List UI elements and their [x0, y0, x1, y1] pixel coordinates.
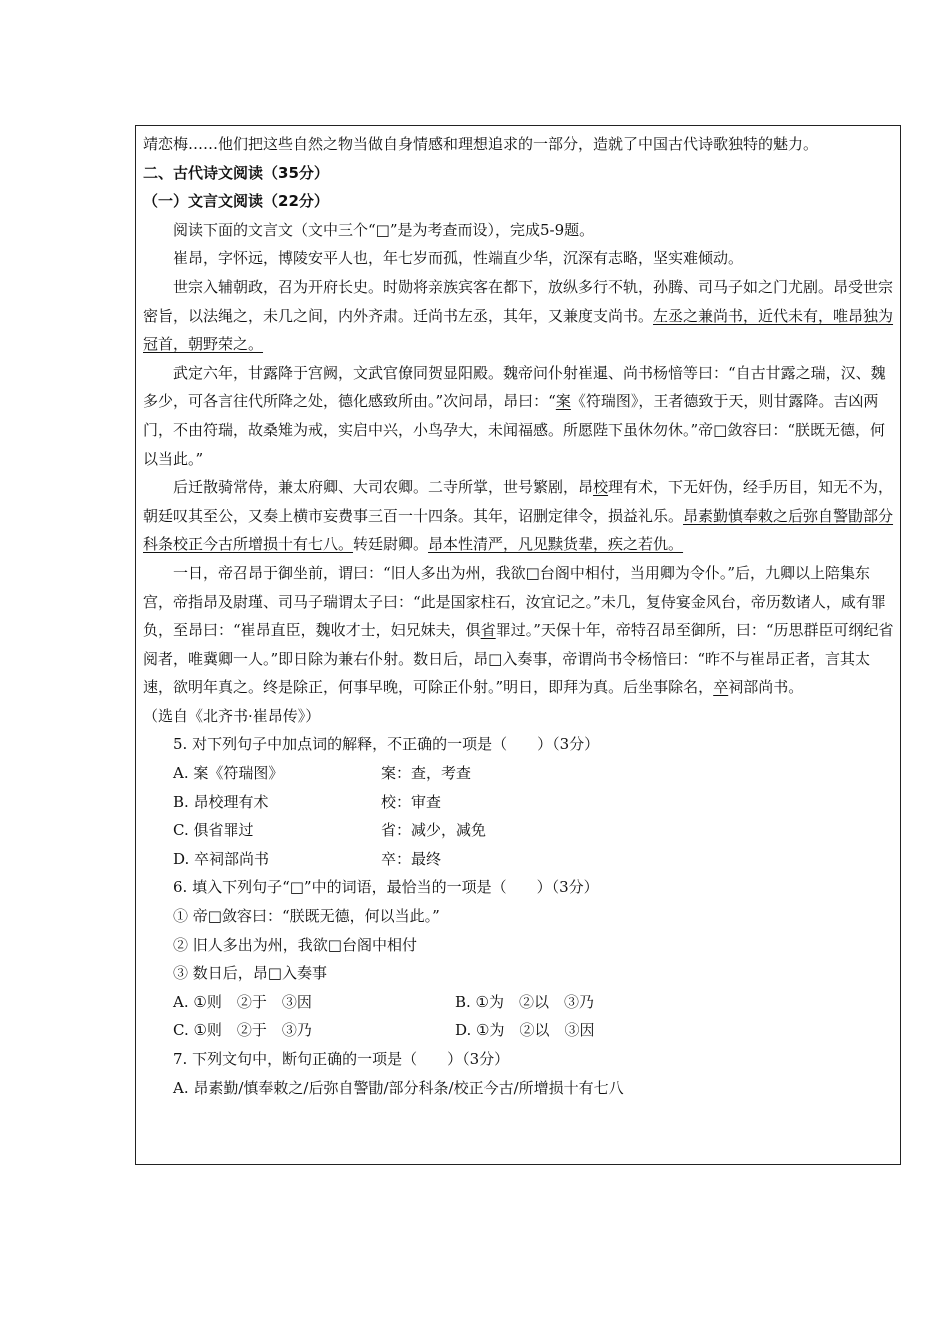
underlined-sentence: 昂素勤慎奉敕之后弥自警勖部分科条校正今古所增损十有七八。: [143, 506, 894, 554]
passage-paragraph-1: 崔昂，字怀远，博陵安平人也，年七岁而孤，性端直少华，沉深有志略，坚实难倾动。: [173, 249, 744, 268]
q5-option-c: [143, 816, 895, 845]
text-span: 祠部尚书。: [728, 678, 804, 697]
section-title: 二、古代诗文阅读（35分）: [143, 163, 329, 182]
text-span: 转廷尉卿。: [353, 535, 429, 554]
source-note: （选自《北齐书·崔昂传》）: [143, 706, 321, 725]
passage-paragraph-5: [143, 559, 895, 702]
option-text: A. 案《符瑞图》: [173, 764, 284, 783]
q6-options-cd: [143, 1016, 895, 1045]
dotted-word-jiao: 校: [593, 478, 609, 497]
text-span: 一日，帝召昂于御坐前，谓曰：“旧人多出为州，我欲□台阁中相付，当用卿为令仆。”后，九卿以上陪集东宫，帝指昂及尉瑾、司马子瑞谓太子曰：“此是国家柱石，汝宜记之。”未几，复侍宴金风台，帝历数诸人，咸有罪负，至昂曰：“崔昂直臣，魏收才士，妇兄妹夫，俱: [143, 563, 886, 640]
option-text: A. ①则 ②于 ③因: [173, 992, 312, 1011]
text-span: 罪过。”天保十年，帝特召昂至御所，曰：“历思群臣可纲纪省阅者，唯冀卿一人。”即日除为兼右仆射。数日后，昂□入奏事，帝谓尚书令杨愔曰：“昨不与崔昂正者，言其太速，欲明年真之。终是除正，何事早晚，可除正仆射。”明日，即拜为真。后坐事除名，: [143, 621, 894, 697]
dotted-word-an: 案: [555, 392, 571, 411]
text-span: 理有术，下无奸伪，经手历目，知无不为，朝廷叹其至公，又奏上横市妄费事三百一十四条。其年，诏删定律令，损益礼乐。: [143, 478, 894, 525]
q5-option-a: [143, 759, 895, 788]
question-5-stem: 5. 对下列句子中加点词的解释，不正确的一项是（ ）（3分）: [173, 735, 600, 754]
dotted-word-xing: 省: [480, 621, 496, 640]
q6-options-ab: [143, 988, 895, 1017]
q6-item-1: ① 帝□敛容曰：“朕既无德，何以当此。”: [173, 907, 440, 926]
subsection-title: （一）文言文阅读（22分）: [143, 192, 329, 211]
text-span: 武定六年，甘露降于宫阙，文武官僚同贺显阳殿。魏帝问仆射崔暹、尚书杨愔等曰：“自古甘露之瑞，汉、魏多少，可各言往代所降之处，德化感致所由。”次问昂，昂曰：“: [143, 363, 886, 411]
document-body: [143, 130, 895, 1102]
q7-option-a: A. 昂素勤/慎奉敕之/后弥自警勖/部分科条/校正今古/所增损十有七八: [173, 1078, 624, 1097]
q6-item-3: ③ 数日后，昂□入奏事: [173, 964, 327, 983]
option-text: C. 俱省罪过: [173, 821, 254, 840]
option-explanation: 卒：最终: [381, 849, 442, 868]
option-text: B. ①为 ②以 ③乃: [455, 992, 595, 1011]
underlined-sentence: 昂本性清严，凡见黩货辈，疾之若仇。: [428, 535, 684, 554]
underlined-sentence: 左丞之兼尚书，近代未有，唯昂独为冠首，朝野荣之。: [143, 306, 894, 354]
option-text: D. ①为 ②以 ③因: [455, 1021, 595, 1040]
option-explanation: 校：审查: [381, 792, 442, 811]
option-text: C. ①则 ②于 ③乃: [173, 1021, 312, 1040]
passage-paragraph-3: [143, 359, 895, 473]
passage-paragraph-2: [143, 273, 895, 359]
option-explanation: 省：减少，减免: [381, 821, 487, 840]
text-span: 后迁散骑常侍，兼太府卿、大司农卿。二寺所掌，世号繁剧，昂: [173, 478, 594, 497]
passage-paragraph-4: [143, 473, 895, 559]
option-text: B. 昂校理有术: [173, 792, 269, 811]
option-explanation: 案：查，考查: [381, 764, 472, 783]
instruction: 阅读下面的文言文（文中三个“□”是为考查而设），完成5-9题。: [173, 220, 595, 239]
q5-option-b: [143, 788, 895, 817]
text-span: 世宗入辅朝政，召为开府长史。时勋将亲族宾客在都下，放纵多行不轨，孙腾、司马子如之门尤剧。昂受世宗密旨，以法绳之，未几之间，内外齐肃。迁尚书左丞，其年，又兼度支尚书。: [143, 277, 894, 325]
q5-option-d: [143, 845, 895, 874]
question-6-stem: 6. 填入下列句子“□”中的词语，最恰当的一项是（ ）（3分）: [173, 878, 599, 897]
question-7-stem: 7. 下列文句中，断句正确的一项是（ ）（3分）: [173, 1050, 510, 1068]
dotted-word-zu: 卒: [713, 678, 729, 697]
q6-item-2: ② 旧人多出为州，我欲□台阁中相付: [173, 935, 417, 954]
option-text: D. 卒祠部尚书: [173, 849, 270, 868]
intro-tail: 靖恋梅……他们把这些自然之物当做自身情感和理想追求的一部分，造就了中国古代诗歌独特的魅力。: [143, 135, 819, 153]
text-span: 《符瑞图》，王者德致于天，则甘露降。吉凶两门，不由符瑞，故桑雉为戒，实启中兴，小鸟孕大，未闻福感。所愿陛下虽休勿休。”帝□敛容曰：“朕既无德，何以当此。”: [143, 392, 886, 468]
